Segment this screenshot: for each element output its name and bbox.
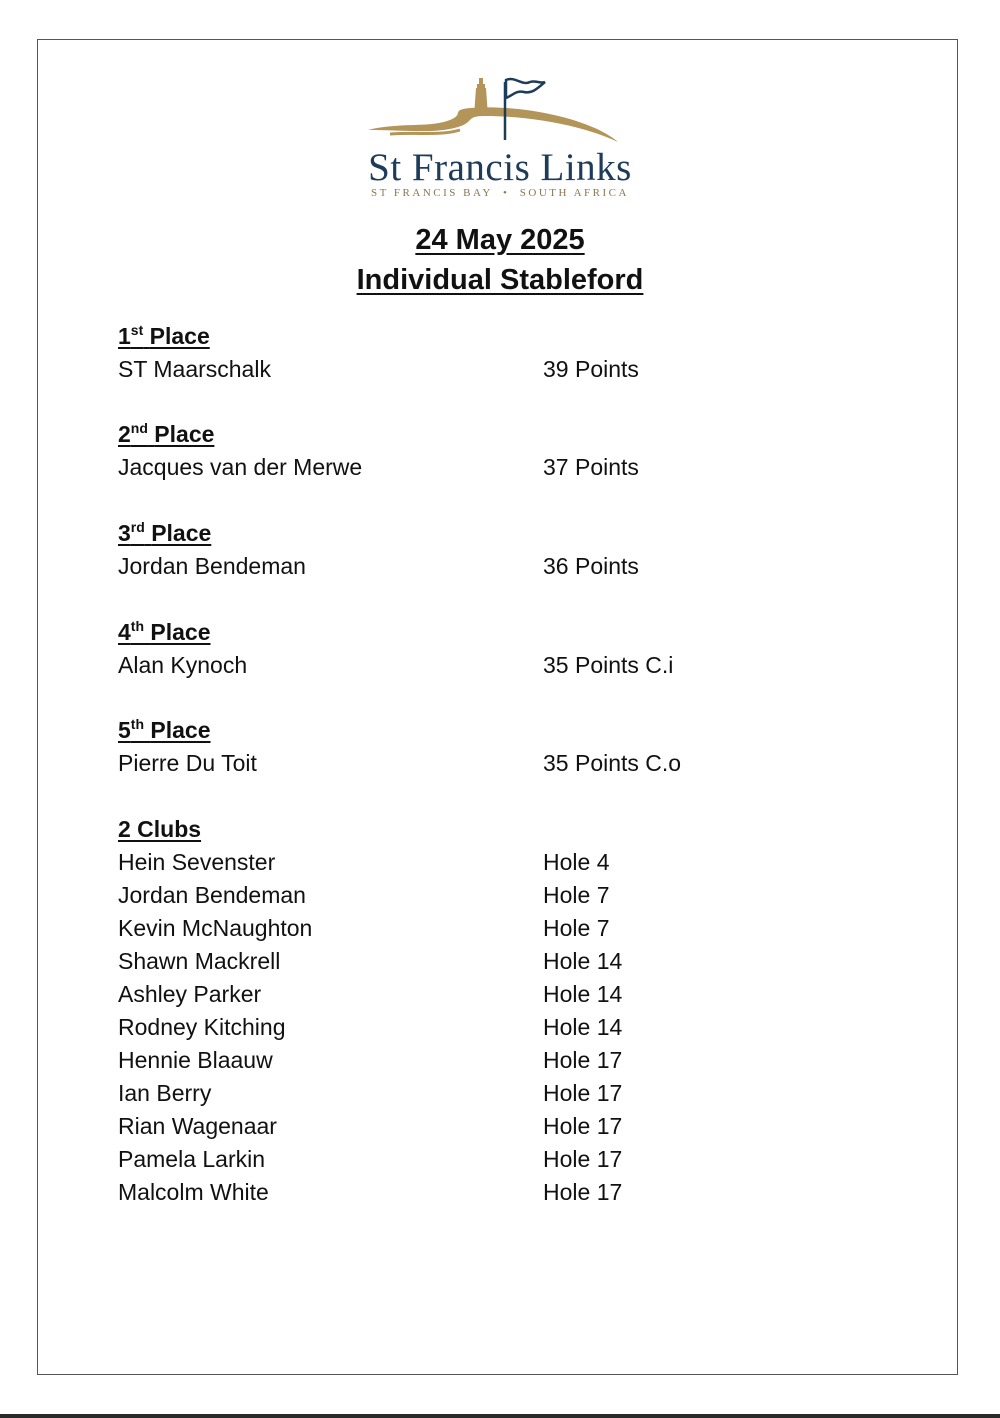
place-section-4 <box>118 616 818 682</box>
place-heading: 3rd Place <box>118 519 212 546</box>
place-heading: 4th Place <box>118 618 211 645</box>
player-points: 36 Points <box>543 553 639 579</box>
place-heading: 5th Place <box>118 716 211 743</box>
result-row <box>118 353 818 386</box>
player-name: Pamela Larkin <box>118 1146 266 1172</box>
player-name: Malcolm White <box>118 1179 269 1205</box>
player-name: Hennie Blaauw <box>118 1047 273 1073</box>
list-item <box>118 1077 818 1110</box>
logo-subtitle: ST FRANCIS BAY • SOUTH AFRICA <box>371 187 629 199</box>
logo-subtitle-left: ST FRANCIS BAY <box>371 187 493 199</box>
player-name: Jordan Bendeman <box>118 553 306 579</box>
place-section-2 <box>118 418 818 484</box>
result-row <box>118 747 818 780</box>
player-name: Kevin McNaughton <box>118 915 313 941</box>
hole-number: Hole 14 <box>543 948 623 974</box>
lighthouse-flag-icon <box>340 70 660 150</box>
club-logo <box>340 70 660 210</box>
result-row <box>118 649 818 682</box>
player-points: 37 Points <box>543 454 639 480</box>
player-points: 35 Points C.o <box>543 750 682 776</box>
place-heading: 2nd Place <box>118 420 215 447</box>
player-name: Rian Wagenaar <box>118 1113 277 1139</box>
list-item <box>118 879 818 912</box>
two-clubs-section <box>118 813 818 1209</box>
two-clubs-heading: 2 Clubs <box>118 816 202 842</box>
hole-number: Hole 7 <box>543 915 610 941</box>
player-name: Ashley Parker <box>118 981 262 1007</box>
player-name: ST Maarschalk <box>118 356 271 382</box>
player-points: 39 Points <box>543 356 639 382</box>
list-item <box>118 1044 818 1077</box>
player-name: Pierre Du Toit <box>118 750 257 776</box>
bottom-rule <box>0 1414 1000 1418</box>
hole-number: Hole 17 <box>543 1047 623 1073</box>
player-name: Jacques van der Merwe <box>118 454 363 480</box>
result-row <box>118 550 818 583</box>
place-section-1 <box>118 320 818 386</box>
hole-number: Hole 7 <box>543 882 610 908</box>
list-item <box>118 1143 818 1176</box>
list-item <box>118 945 818 978</box>
player-name: Shawn Mackrell <box>118 948 281 974</box>
player-name: Ian Berry <box>118 1080 212 1106</box>
hole-number: Hole 4 <box>543 849 610 875</box>
hole-number: Hole 14 <box>543 1014 623 1040</box>
place-section-5 <box>118 714 818 780</box>
player-name: Alan Kynoch <box>118 652 248 678</box>
place-section-3 <box>118 517 818 583</box>
logo-subtitle-right: SOUTH AFRICA <box>519 187 629 199</box>
list-item <box>118 912 818 945</box>
place-heading: 1st Place <box>118 322 210 349</box>
hole-number: Hole 17 <box>543 1113 623 1139</box>
logo-name: St Francis Links <box>368 146 632 189</box>
list-item <box>118 1110 818 1143</box>
event-date: 24 May 2025 <box>415 224 585 256</box>
hole-number: Hole 17 <box>543 1146 623 1172</box>
list-item <box>118 978 818 1011</box>
list-item <box>118 1176 818 1209</box>
event-title: Individual Stableford <box>356 264 644 296</box>
player-points: 35 Points C.i <box>543 652 674 678</box>
player-name: Jordan Bendeman <box>118 882 306 908</box>
hole-number: Hole 17 <box>543 1179 623 1205</box>
list-item <box>118 846 818 879</box>
hole-number: Hole 17 <box>543 1080 623 1106</box>
player-name: Rodney Kitching <box>118 1014 286 1040</box>
result-row <box>118 451 818 484</box>
hole-number: Hole 14 <box>543 981 623 1007</box>
list-item <box>118 1011 818 1044</box>
player-name: Hein Sevenster <box>118 849 276 875</box>
